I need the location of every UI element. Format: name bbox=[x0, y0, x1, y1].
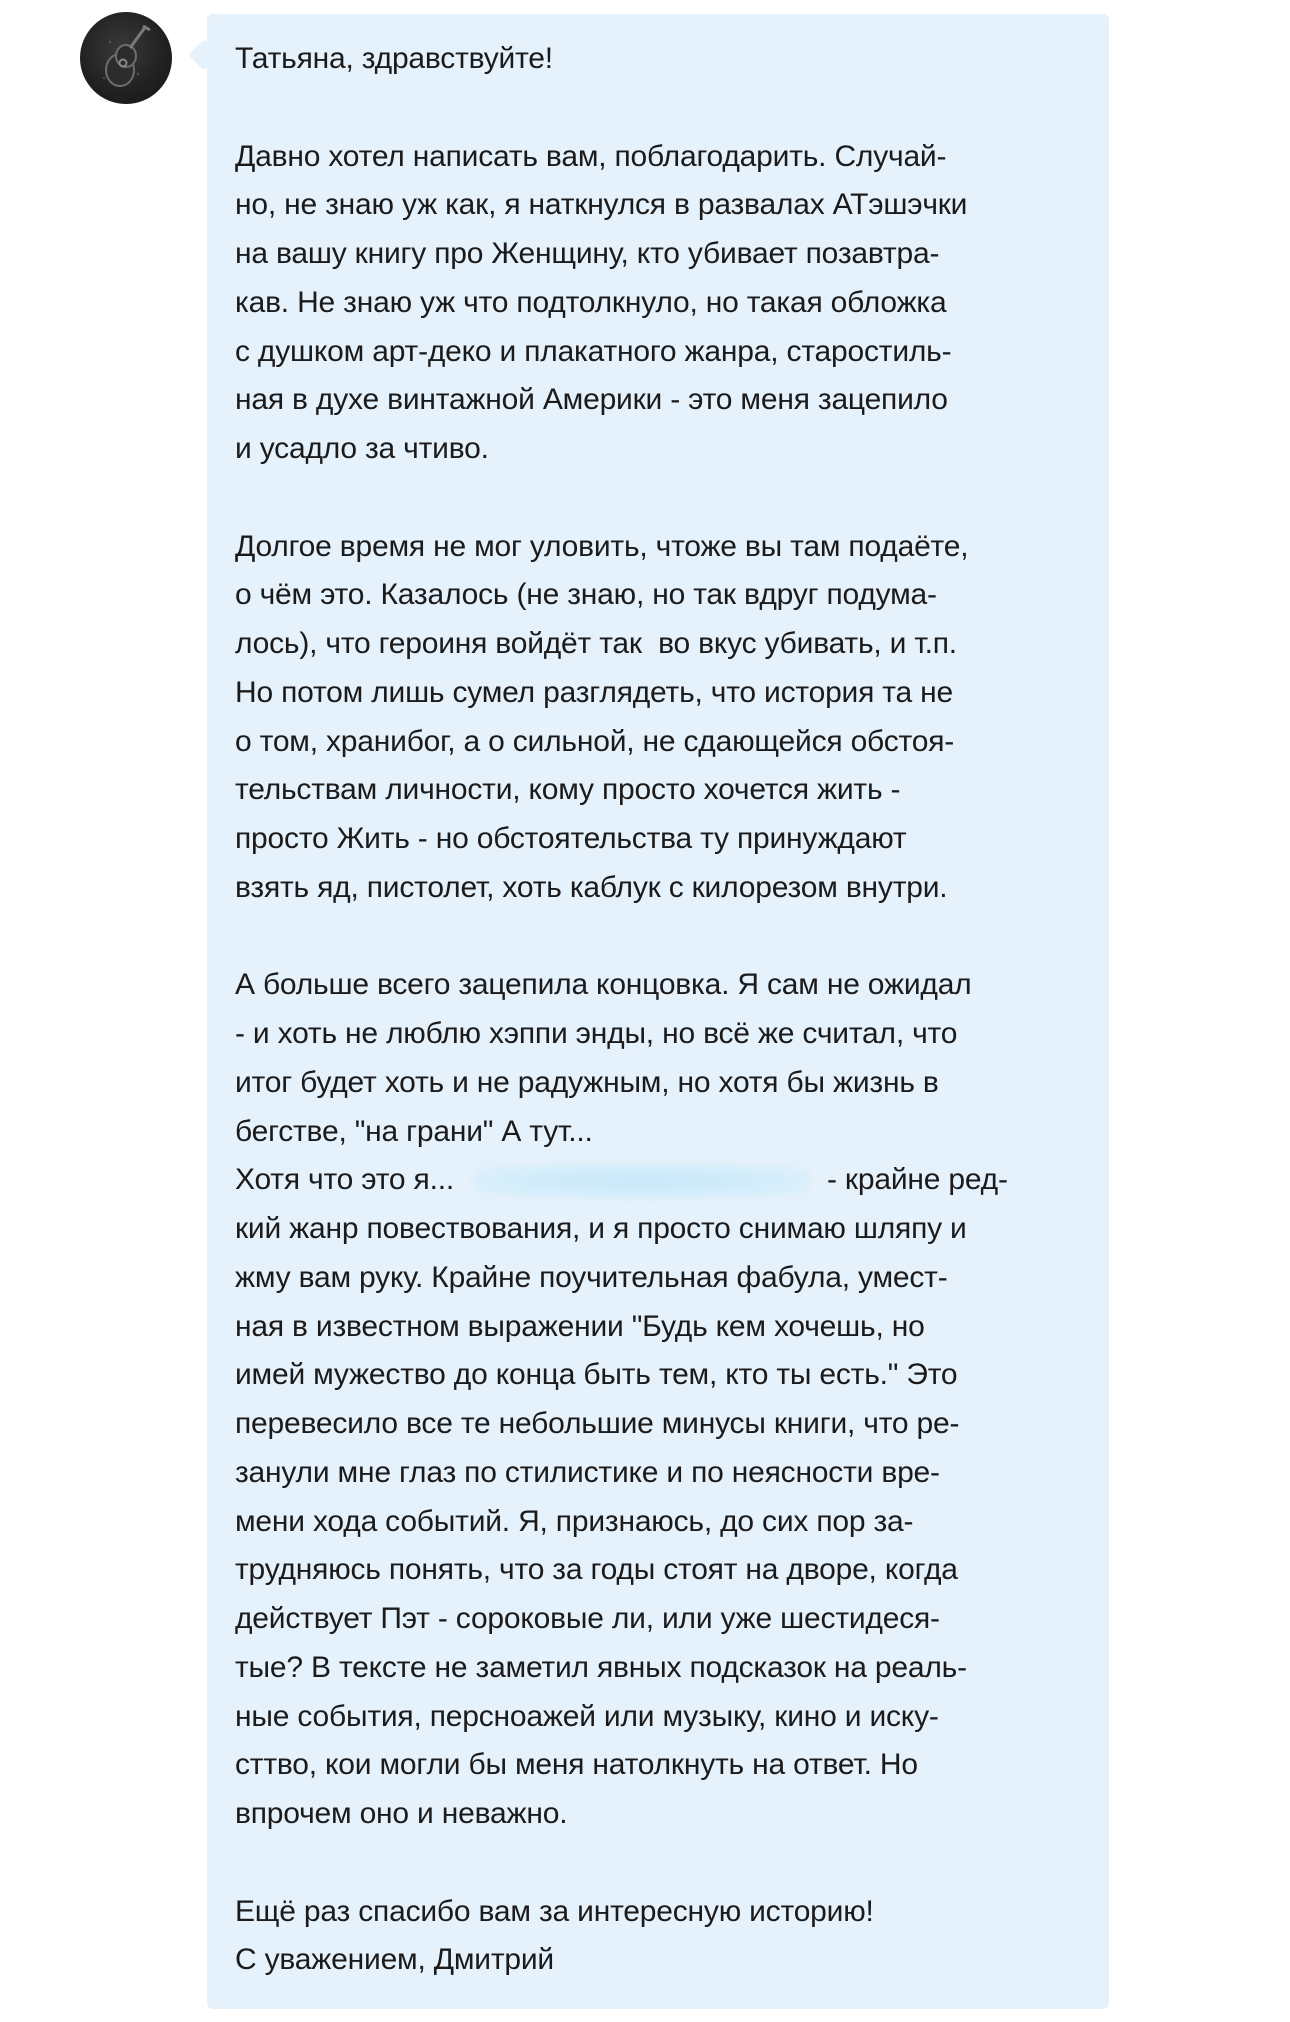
message-line: С уважением, Дмитрий bbox=[235, 1943, 554, 1977]
message-line: но, не знаю уж как, я наткнулся в развалах АТэшэчки bbox=[235, 188, 968, 222]
redaction-blur bbox=[474, 1164, 809, 1198]
guitar-avatar-icon bbox=[80, 12, 172, 104]
message-line: Ещё раз спасибо вам за интересную историю! bbox=[235, 1894, 874, 1928]
message-line: действует Пэт - сороковые ли, или уже шестидеся- bbox=[235, 1602, 940, 1635]
message-line: с душком арт-деко и плакатного жанра, старостиль- bbox=[235, 334, 952, 368]
message-line: Давно хотел написать вам, поблагодарить. Случай- bbox=[235, 139, 947, 173]
message-line: Но потом лишь сумел разглядеть, что история та не bbox=[235, 675, 953, 709]
sender-avatar[interactable] bbox=[80, 12, 172, 104]
message-line: жму вам руку. Крайне поучительная фабула, умест- bbox=[235, 1260, 948, 1294]
message-line: имей мужество до конца быть тем, кто ты есть." Это bbox=[235, 1358, 958, 1392]
message-line: тельствам личности, кому просто хочется жить - bbox=[235, 773, 901, 807]
message-text bbox=[235, 35, 1083, 1985]
message-line: - и хоть не люблю хэппи энды, но всё же считал, что bbox=[235, 1017, 958, 1050]
message-line: взять яд, пистолет, хоть каблук с килорезом внутри. bbox=[235, 870, 948, 904]
message-blank-line bbox=[235, 474, 1083, 523]
message-line: на вашу книгу про Женщину, кто убивает позавтра- bbox=[235, 237, 940, 270]
message-line: просто Жить - но обстоятельства ту принуждают bbox=[235, 822, 907, 855]
message-line: ные события, персноажей или музыку, кино и иску- bbox=[235, 1699, 939, 1733]
message-line: занули мне глаз по стилистике и по неясности вре- bbox=[235, 1455, 940, 1489]
message-line: итог будет хоть и не радужным, но хотя бы жизнь в bbox=[235, 1065, 939, 1099]
message-line: впрочем оно и неважно. bbox=[235, 1797, 568, 1830]
redacted-line-before: Хотя что это я... bbox=[235, 1163, 454, 1197]
message-line: кав. Не знаю уж что подтолкнуло, но такая обложка bbox=[235, 285, 947, 319]
message-line: Татьяна, здравствуйте! bbox=[235, 42, 553, 75]
message-line: Долгое время не мог уловить, чтоже вы там подаёте, bbox=[235, 529, 969, 563]
message-line: и усадло за чтиво. bbox=[235, 432, 489, 465]
message-blank-line bbox=[235, 84, 1083, 133]
message-line: бегстве, "на грани" А тут... bbox=[235, 1114, 593, 1148]
message-line: А больше всего зацепила концовка. Я сам не ожидал bbox=[235, 968, 972, 1002]
message-line: о том, хранибог, а о сильной, не сдающейся обстоя- bbox=[235, 724, 955, 758]
message-line: лось), что героиня войдёт так во вкус убивать, и т.п. bbox=[235, 627, 957, 660]
message-bubble[interactable] bbox=[207, 14, 1109, 2009]
message-line: тые? В тексте не заметил явных подсказок на реаль- bbox=[235, 1650, 967, 1684]
message-line: ная в известном выражении "Будь кем хочешь, но bbox=[235, 1309, 925, 1343]
message-blank-line bbox=[235, 1839, 1083, 1888]
message-line: ная в духе винтажной Америки - это меня зацепило bbox=[235, 383, 948, 417]
message-line: о чём это. Казалось (не знаю, но так вдруг подума- bbox=[235, 578, 937, 612]
message-line-redacted bbox=[235, 1156, 1083, 1205]
message-line: трудняюсь понять, что за годы стоят на дворе, когда bbox=[235, 1553, 958, 1587]
redacted-line-after: - крайне ред- bbox=[827, 1163, 1008, 1197]
message-line: перевесило все те небольшие минусы книги, что ре- bbox=[235, 1407, 960, 1440]
message-line: сттво, кои могли бы меня натолкнуть на ответ. Но bbox=[235, 1748, 918, 1782]
message-line: кий жанр повествования, и я просто снимаю шляпу и bbox=[235, 1212, 967, 1245]
message-line: мени хода событий. Я, признаюсь, до сих пор за- bbox=[235, 1504, 914, 1538]
message-blank-line bbox=[235, 913, 1083, 962]
